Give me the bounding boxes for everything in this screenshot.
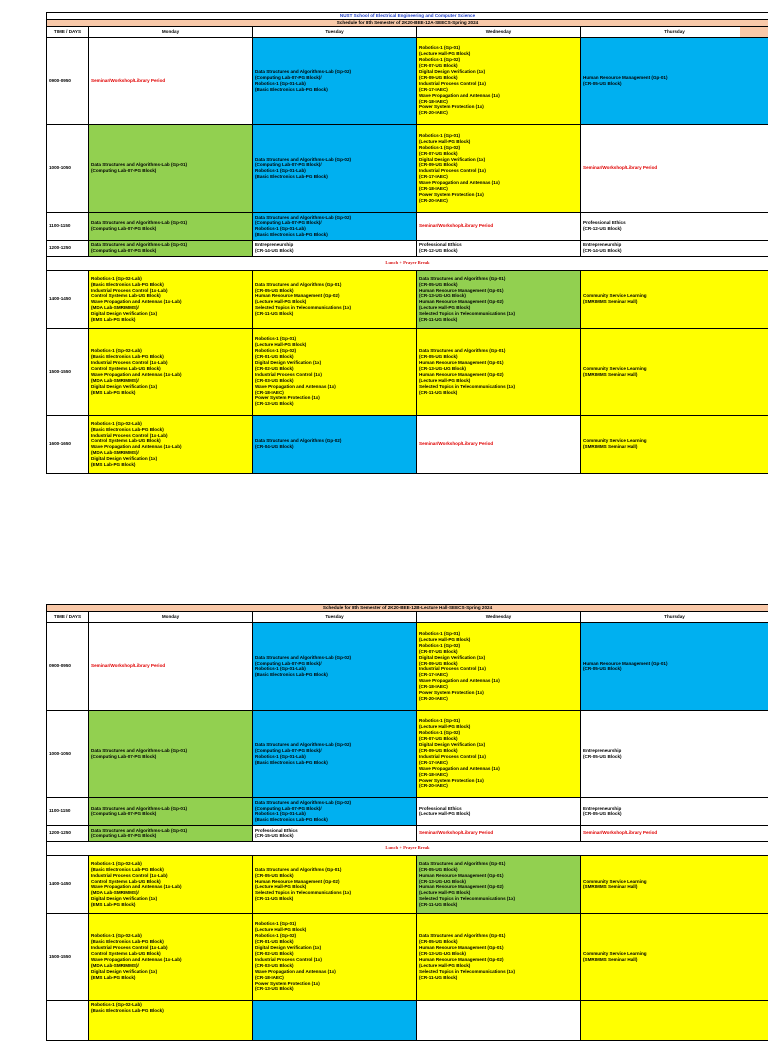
schedule-cell: Entrepreneurship (CR-05-UG Block) xyxy=(581,797,768,825)
schedule-cell: Data Structures and Algorithms-Lab (Gp-02) (Computing Lab-07-PG Block)/ Robotics-1 (Gp-01-Lab) (Basic Electronics Lab-PG Block) xyxy=(253,622,417,710)
schedule-table-12a xyxy=(46,12,768,474)
header-row xyxy=(47,611,768,622)
schedule-row xyxy=(47,710,768,797)
schedule-cell xyxy=(417,1000,581,1040)
schedule-cell: Robotics-1 (Gp-02-Lab) (Basic Electronics Lab-PG Block) Industrial Process Control (1x-Lab) Control Systems Lab-UG Block) Wave Propagation and Antennas (1x-Lab) (MDA Lab-SMRIMMS)/ Digital Design Verification (1x) (EMS Lab-PG Block) xyxy=(89,328,253,415)
schedule-row xyxy=(47,37,768,124)
schedule-row xyxy=(47,328,768,415)
header-monday: Monday xyxy=(89,26,253,37)
schedule-cell: Data Structures and Algorithms (Gp-02) (CR-04-UG Block) xyxy=(253,415,417,473)
schedule-cell: Data Structures and Algorithms-Lab (Gp-01) (Computing Lab-07-PG Block) xyxy=(89,797,253,825)
time-slot: 0900-0950 xyxy=(47,37,89,124)
schedule-cell: Data Structures and Algorithms (Gp-01) (CR-05-UG Block) Human Resource Management (Gp-01) (CR-13-UG-UG Block) Human Resource Management (Gp-02) (Lecture Hall-PG Block) Selected Topics in Telecommunications (1x) (CR-11-UG Block) xyxy=(417,855,581,913)
header-tuesday: Tuesday xyxy=(253,26,417,37)
schedule-cell: Data Structures and Algorithms-Lab (Gp-01) (Computing Lab-07-PG Block) xyxy=(89,212,253,240)
schedule-cell: Data Structures and Algorithms-Lab (Gp-02) (Computing Lab-07-PG Block)/ Robotics-1 (Gp-01-Lab) (Basic Electronics Lab-PG Block) xyxy=(253,797,417,825)
schedule-cell: Data Structures and Algorithms-Lab (Gp-02) (Computing Lab-07-PG Block)/ Robotics-1 (Gp-01-Lab) (Basic Electronics Lab-PG Block) xyxy=(253,710,417,797)
schedule-cell: Professional Ethics (CR-12-UG Block) xyxy=(581,212,768,240)
schedule-cell: Robotics-1 (Gp-02-Lab) (Basic Electronics Lab-PG Block) Industrial Process Control (1x-Lab) Control Systems Lab-UG Block) Wave Propagation and Antennas (1x-Lab) (MDA Lab-SMRIMMS)/ Digital Design Verification (1x) (EMS Lab-PG Block) xyxy=(89,913,253,1000)
schedule-cell: Seminar/Workshop/Library Period xyxy=(417,415,581,473)
header-thursday: Thursday xyxy=(581,26,768,37)
schedule-cell: Community Service Learning (SMRIMMS Seminar Hall) xyxy=(581,270,768,328)
schedule-cell: Robotics-1 (Gp-01) (Lecture Hall-PG Block) Robotics-1 (Gp-02) (CR-07-UG Block) Digital Design Verification (1x) (CR-09-UG Block) Industrial Process Control (1x) (CR-17-IAEC) Wave Propagation and Antennas (1x) (CR-18-IAEC) Power System Protection (1x) (CR-20-IAEC) xyxy=(417,710,581,797)
schedule-cell: Human Resource Management (Gp-01) (CR-05-UG Block) xyxy=(581,37,768,124)
time-slot xyxy=(47,1000,89,1040)
schedule-cell: Data Structures and Algorithms-Lab (Gp-01) (Computing Lab-07-PG Block) xyxy=(89,710,253,797)
schedule-row xyxy=(47,415,768,473)
schedule-cell: Community Service Learning (SMRIMMS Seminar Hall) xyxy=(581,913,768,1000)
time-slot: 1500-1550 xyxy=(47,913,89,1000)
schedule-cell: Data Structures and Algorithms-Lab (Gp-01) (Computing Lab-07-PG Block) xyxy=(89,124,253,212)
schedule-cell: Robotics-1 (Gp-02-Lab) (Basic Electronics Lab-PG Block) xyxy=(89,1000,253,1040)
time-slot: 1000-1050 xyxy=(47,124,89,212)
schedule-cell: Seminar/Workshop/Library Period xyxy=(581,825,768,841)
time-slot: 1100-1150 xyxy=(47,212,89,240)
schedule-cell: Data Structures and Algorithms-Lab (Gp-02) (Computing Lab-07-PG Block)/ Robotics-1 (Gp-01-Lab) (Basic Electronics Lab-PG Block) xyxy=(253,124,417,212)
schedule-cell: Data Structures and Algorithms (Gp-01) (CR-05-UG Block) Human Resource Management (Gp-02) (Lecture Hall-PG Block) Selected Topics in Telecommunications (1x) (CR-11-UG Block) xyxy=(253,270,417,328)
header-thursday: Thursday xyxy=(581,611,768,622)
time-slot: 1000-1050 xyxy=(47,710,89,797)
schedule-cell: Entrepreneurship (CR-05-UG Block) xyxy=(581,710,768,797)
schedule-cell: Robotics-1 (Gp-02-Lab) (Basic Electronics Lab-PG Block) Industrial Process Control (1x-Lab) Control Systems Lab-UG Block) Wave Propagation and Antennas (1x-Lab) (MDA Lab-SMRIMMS)/ Digital Design Verification (1x) (EMS Lab-PG Block) xyxy=(89,270,253,328)
time-slot: 1100-1150 xyxy=(47,797,89,825)
schedule-row xyxy=(47,270,768,328)
lunch-break-label: Lunch + Prayer Break xyxy=(47,256,768,270)
time-slot: 1400-1450 xyxy=(47,270,89,328)
time-slot: 1400-1450 xyxy=(47,855,89,913)
schedule-cell: Robotics-1 (Gp-01) (Lecture Hall-PG Block) Robotics-1 (Gp-02) (CR-07-UG Block) Digital Design Verification (1x) (CR-09-UG Block) Industrial Process Control (1x) (CR-17-IAEC) Wave Propagation and Antennas (1x) (CR-18-IAEC) Power System Protection (1x) (CR-20-IAEC) xyxy=(417,622,581,710)
header-row xyxy=(47,26,768,37)
time-slot: 1200-1250 xyxy=(47,240,89,256)
schedule-cell: Robotics-1 (Gp-01) (Lecture Hall-PG Block) Robotics-1 (Gp-02) (CR-01-UG Block) Digital Design Verification (1x) (CR-02-UG Block) Industrial Process Control (1x) (CR-03-UG Block) Wave Propagation and Antennas (1x) (CR-18-IAEC) Power System Protection (1x) (CR-13-UG Block) xyxy=(253,328,417,415)
schedule-cell: Seminar/Workshop/Library Period xyxy=(89,622,253,710)
schedule-cell: Professional Ethics (Lecture Hall-PG Block) xyxy=(417,797,581,825)
schedule-cell: Data Structures and Algorithms (Gp-01) (CR-05-UG Block) Human Resource Management (Gp-01) (CR-13-UG-UG Block) Human Resource Management (Gp-02) (Lecture Hall-PG Block) Selected Topics in Telecommunications (1x) (CR-11-UG Block) xyxy=(417,270,581,328)
schedule-cell: Robotics-1 (Gp-02-Lab) (Basic Electronics Lab-PG Block) Industrial Process Control (1x-Lab) Control Systems Lab-UG Block) Wave Propagation and Antennas (1x-Lab) (MDA Lab-SMRIMMS)/ Digital Design Verification (1x) (EMS Lab-PG Block) xyxy=(89,855,253,913)
schedule-cell: Data Structures and Algorithms (Gp-01) (CR-05-UG Block) Human Resource Management (Gp-02) (Lecture Hall-PG Block) Selected Topics in Telecommunications (1x) (CR-11-UG Block) xyxy=(253,855,417,913)
schedule-cell xyxy=(581,1000,768,1040)
schedule-title: Schedule for 8th Semester of 2K20-BEE-12B-Lecture Hall-SEECS-Spring 2024 xyxy=(47,605,768,612)
header-wednesday: Wednesday xyxy=(417,26,581,37)
schedule-row xyxy=(47,797,768,825)
schedule-cell: Data Structures and Algorithms (Gp-01) (CR-05-UG Block) Human Resource Management (Gp-01) (CR-13-UG-UG Block) Human Resource Management (Gp-02) (Lecture Hall-PG Block) Selected Topics in Telecommunications (1x) (CR-11-UG Block) xyxy=(417,328,581,415)
time-slot: 0900-0950 xyxy=(47,622,89,710)
schedule-cell: Community Service Learning (SMRIMMS Seminar Hall) xyxy=(581,328,768,415)
schedule-cell: Data Structures and Algorithms-Lab (Gp-01) (Computing Lab-07-PG Block) xyxy=(89,240,253,256)
schedule-cell: Community Service Learning (SMRIMMS Seminar Hall) xyxy=(581,415,768,473)
schedule-cell: Robotics-1 (Gp-02-Lab) (Basic Electronics Lab-PG Block) Industrial Process Control (1x-Lab) Control Systems Lab-UG Block) Wave Propagation and Antennas (1x-Lab) (MDA Lab-SMRIMMS)/ Digital Design Verification (1x) (EMS Lab-PG Block) xyxy=(89,415,253,473)
page-title: NUST School of Electrical Engineering and Computer Science xyxy=(47,13,768,20)
schedule-cell: Seminar/Workshop/Library Period xyxy=(581,124,768,212)
schedule-row xyxy=(47,855,768,913)
schedule-cell: Professional Ethics (CR-15-UG Block) xyxy=(253,825,417,841)
time-slot: 1500-1550 xyxy=(47,328,89,415)
lunch-row xyxy=(47,841,768,855)
time-slot: 1200-1250 xyxy=(47,825,89,841)
schedule-cell: Professional Ethics (CR-12-UG Block) xyxy=(417,240,581,256)
schedule-cell: Entrepreneurship (CR-14-UG Block) xyxy=(581,240,768,256)
header-monday: Monday xyxy=(89,611,253,622)
schedule-title: Schedule for 8th Semester of 2K20-BEE-12A-SEECS-Spring 2024 xyxy=(47,19,768,26)
schedule-row xyxy=(47,240,768,256)
schedule-cell: Entrepreneurship (CR-14-UG Block) xyxy=(253,240,417,256)
schedule-cell: Robotics-1 (Gp-01) (Lecture Hall-PG Block) Robotics-1 (Gp-02) (CR-07-UG Block) Digital Design Verification (1x) (CR-09-UG Block) Industrial Process Control (1x) (CR-17-IAEC) Wave Propagation and Antennas (1x) (CR-18-IAEC) Power System Protection (1x) (CR-20-IAEC) xyxy=(417,37,581,124)
schedule-cell: Seminar/Workshop/Library Period xyxy=(89,37,253,124)
lunch-break-label: Lunch + Prayer Break xyxy=(47,841,768,855)
time-slot: 1600-1650 xyxy=(47,415,89,473)
schedule-row xyxy=(47,1000,768,1040)
schedule-row xyxy=(47,212,768,240)
header-wednesday: Wednesday xyxy=(417,611,581,622)
header-tuesday: Tuesday xyxy=(253,611,417,622)
schedule-cell: Human Resource Management (Gp-01) (CR-05-UG Block) xyxy=(581,622,768,710)
schedule-row xyxy=(47,622,768,710)
schedule-row xyxy=(47,825,768,841)
schedule-cell: Data Structures and Algorithms-Lab (Gp-02) (Computing Lab-07-PG Block)/ Robotics-1 (Gp-01-Lab) (Basic Electronics Lab-PG Block) xyxy=(253,212,417,240)
schedule-row xyxy=(47,124,768,212)
schedule-cell xyxy=(253,1000,417,1040)
schedule-cell: Seminar/Workshop/Library Period xyxy=(417,212,581,240)
lunch-row xyxy=(47,256,768,270)
schedule-table-12b xyxy=(46,604,768,1041)
schedule-cell: Robotics-1 (Gp-01) (Lecture Hall-PG Block) Robotics-1 (Gp-02) (CR-01-UG Block) Digital Design Verification (1x) (CR-02-UG Block) Industrial Process Control (1x) (CR-03-UG Block) Wave Propagation and Antennas (1x) (CR-18-IAEC) Power System Protection (1x) (CR-13-UG Block) xyxy=(253,913,417,1000)
header-time: TIME / DAYS xyxy=(47,611,89,622)
schedule-row xyxy=(47,913,768,1000)
schedule-cell: Community Service Learning (SMRIMMS Seminar Hall) xyxy=(581,855,768,913)
schedule-cell: Data Structures and Algorithms-Lab (Gp-01) (Computing Lab-07-PG Block) xyxy=(89,825,253,841)
schedule-cell: Seminar/Workshop/Library Period xyxy=(417,825,581,841)
schedule-cell: Data Structures and Algorithms (Gp-01) (CR-05-UG Block) Human Resource Management (Gp-01) (CR-13-UG-UG Block) Human Resource Management (Gp-02) (Lecture Hall-PG Block) Selected Topics in Telecommunications (1x) (CR-11-UG Block) xyxy=(417,913,581,1000)
schedule-cell: Robotics-1 (Gp-01) (Lecture Hall-PG Block) Robotics-1 (Gp-02) (CR-07-UG Block) Digital Design Verification (1x) (CR-09-UG Block) Industrial Process Control (1x) (CR-17-IAEC) Wave Propagation and Antennas (1x) (CR-18-IAEC) Power System Protection (1x) (CR-20-IAEC) xyxy=(417,124,581,212)
header-time: TIME / DAYS xyxy=(47,26,89,37)
schedule-cell: Data Structures and Algorithms-Lab (Gp-02) (Computing Lab-07-PG Block)/ Robotics-1 (Gp-01-Lab) (Basic Electronics Lab-PG Block) xyxy=(253,37,417,124)
